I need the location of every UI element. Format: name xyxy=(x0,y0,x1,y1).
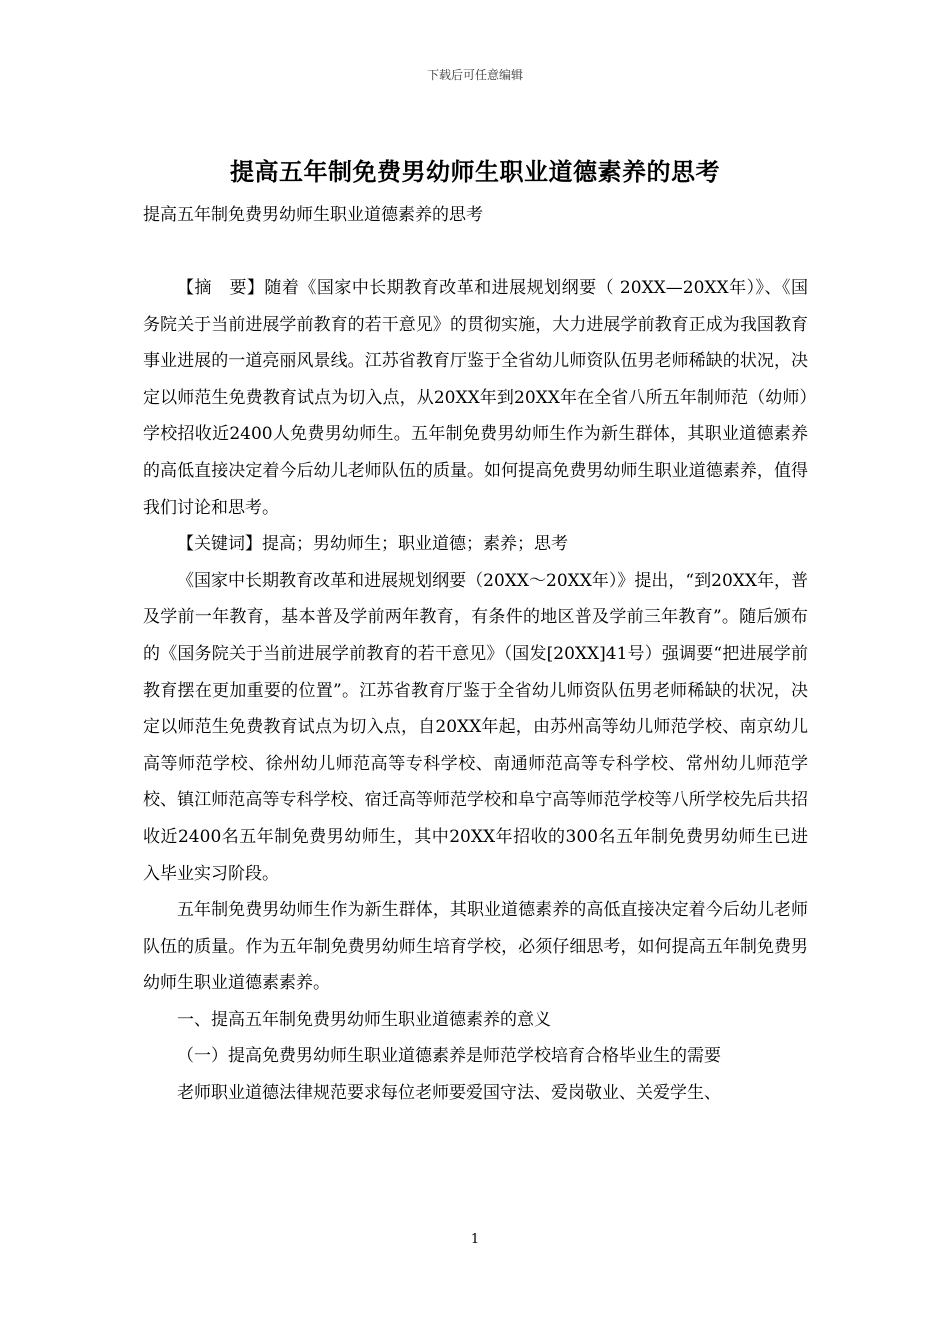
subsection-heading: （一）提高免费男幼师生职业道德素养是师范学校培育合格毕业生的需要 xyxy=(177,1046,721,1067)
document-title: 提高五年制免费男幼师生职业道德素养的思考 xyxy=(230,157,720,186)
section-heading: 一、提高五年制免费男幼师生职业道德素养的意义 xyxy=(177,1009,551,1030)
document-subtitle: 提高五年制免费男幼师生职业道德素养的思考 xyxy=(143,205,483,225)
body-paragraph: 五年制免费男幼师生作为新生群体，其职业道德素养的高低直接决定着今后幼儿老师队伍的质量。作为五年制免费男幼师生培育学校，必须仔细思考，如何提高五年制免费男幼师生职业道德素素养。 xyxy=(143,900,808,994)
document-body xyxy=(143,270,808,1112)
page-number: 1 xyxy=(470,1232,480,1247)
header-note: 下载后可任意编辑 xyxy=(426,68,523,82)
body-paragraph: 老师职业道德法律规范要求每位老师要爱国守法、爱岗敬业、关爱学生、 xyxy=(177,1083,721,1104)
abstract-paragraph: 【摘 要】随着《国家中长期教育改革和进展规划纲要（ 20XX—20XX年）》、《国务院关于当前进展学前教育的若干意见》的贯彻实施，大力进展学前教育正成为我国教育事业进展的一道亮丽风景线。江苏省教育厅鉴于全省幼儿师资队伍男老师稀缺的状况，决定以师范生免费教育试点为切入点，从20XX年到20XX年在全省八所五年制师范（幼师）学校招收近2400人免费男幼师生。五年制免费男幼师生作为新生群体，其职业道德素养的高低直接决定着今后幼儿老师队伍的质量。如何提高免费男幼师生职业道德素养，值得我们讨论和思考。 xyxy=(143,278,808,518)
body-paragraph: 《国家中长期教育改革和进展规划纲要（20XX～20XX年）》提出，“到20XX年，普及学前一年教育，基本普及学前两年教育，有条件的地区普及学前三年教育”。随后颁布的《国务院关于当前进展学前教育的若干意见》（国发[20XX]41号）强调要“把进展学前教育摆在更加重要的位置”。江苏省教育厅鉴于全省幼儿师资队伍男老师稀缺的状况，决定以师范生免费教育试点为切入点，自20XX年起，由苏州高等幼儿师范学校、南京幼儿高等师范学校、徐州幼儿师范高等专科学校、南通师范高等专科学校、常州幼儿师范学校、镇江师范高等专科学校、宿迁高等师范学校和阜宁高等师范学校等八所学校先后共招收近2400名五年制免费男幼师生，其中20XX年招收的300名五年制免费男幼师生已进入毕业实习阶段。 xyxy=(143,570,808,884)
keywords-paragraph: 【关键词】提高；男幼师生；职业道德；素养；思考 xyxy=(177,534,568,555)
